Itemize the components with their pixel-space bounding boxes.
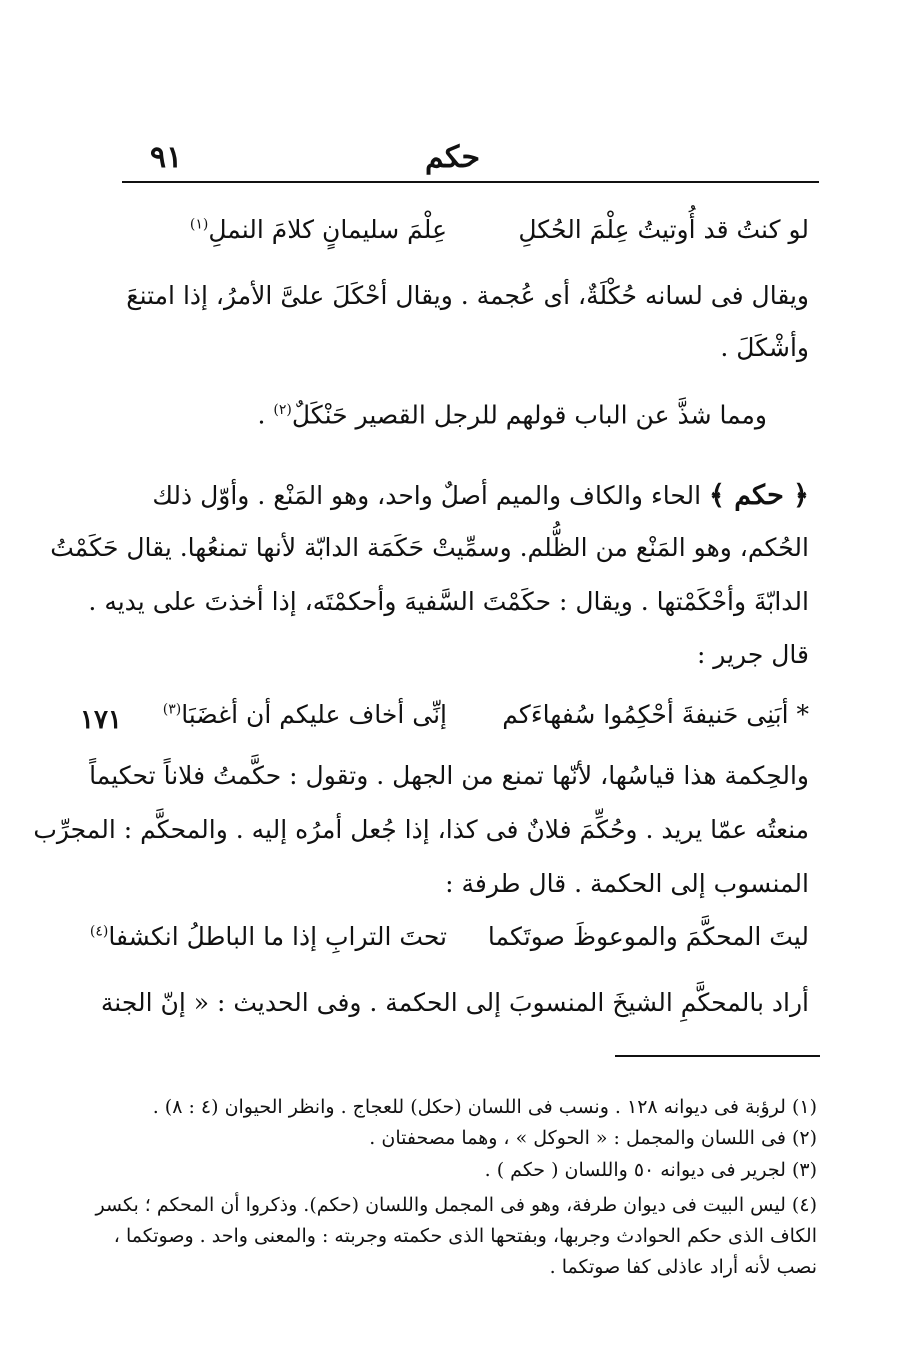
verse3-first-half: ليتَ المحكَّمَ والموعوظَ صوتَكما bbox=[487, 922, 809, 951]
footnote-ref-2: (٢) bbox=[273, 402, 292, 418]
footnote-4-line3: نصب لأنه أراد عاذلى كفا صوتكما . bbox=[549, 1256, 817, 1278]
header-rule bbox=[122, 181, 819, 183]
footnote-ref-1: (١) bbox=[189, 216, 209, 233]
footnote-ref-4: (٤) bbox=[89, 923, 109, 940]
footnote-1: (١) لرؤبة فى ديوانه ١٢٨ . ونسب فى اللسان (حكل) للعجاج . وانظر الحيوان (٤ : ٨) . bbox=[152, 1096, 817, 1118]
entry-line1: ﴿ حكم ﴾ الحاء والكاف والميم أصلٌ واحد، وهو المَنْع . وأوّل ذلك bbox=[152, 480, 809, 511]
para2-line1: ومما شذَّ عن الباب قولهم للرجل القصير حَنْكَلٌ$^{(٢)}$ . bbox=[257, 400, 767, 430]
footnote-4-line1: (٤) ليس البيت فى ديوان طرفة، وهو فى المجمل واللسان (حكم). وذكروا أن المحكم ؛ بكسر bbox=[95, 1194, 817, 1216]
margin-number: ١٧١ bbox=[80, 705, 122, 735]
entry-headword: ﴿ حكم ﴾ bbox=[708, 480, 809, 511]
footnote-ref-3: (٣) bbox=[162, 701, 182, 718]
para1-line1: ويقال فى لسانه حُكْلَةٌ، أى عُجمة . ويقال أحْكَلَ علىَّ الأمرُ، إذا امتنعَ bbox=[126, 281, 809, 310]
verse1-first-half: لو كنتُ قد أُوتيتُ عِلْمَ الحُكلِ bbox=[518, 215, 809, 244]
para4-line1: أراد بالمحكَّمِ الشيخَ المنسوبَ إلى الحكمة . وفى الحديث : « إنّ الجنة bbox=[100, 988, 809, 1017]
entry-line2: الحُكم، وهو المَنْع من الظُّلم. وسمِّيتْ حَكَمَة الدابّة لأنها تمنعُها. يقال حَكَمْتُ bbox=[50, 533, 809, 562]
footnote-rule bbox=[615, 1055, 820, 1057]
para3-line1: والحِكمة هذا قياسُها، لأنّها تمنع من الجهل . وتقول : حكَّمتُ فلاناً تحكيماً bbox=[89, 761, 809, 790]
verse2-second-half: إنِّى أخاف عليكم أن أغضَبَا$^{(٣)}$ bbox=[162, 700, 447, 729]
running-head-root: حكم bbox=[425, 140, 481, 175]
entry-line3: الدابّةَ وأحْكَمْتها . ويقال : حكَمْتَ السَّفيهَ وأحكمْتَه، إذا أخذتَ على يديه . bbox=[88, 587, 809, 616]
verse1-second-half: عِلْمَ سليمانٍ كلامَ النملِ$^{(١)}$ bbox=[189, 215, 447, 244]
entry-line4: قال جرير : bbox=[696, 640, 809, 669]
para3-line3: المنسوب إلى الحكمة . قال طرفة : bbox=[445, 869, 809, 898]
footnote-4-line2: الكاف الذى حكم الحوادث وجربها، وبفتحها الذى حكمته وجربته : والمعنى واحد . وصوتكما ، bbox=[113, 1225, 817, 1247]
page-number: ٩١ bbox=[150, 140, 183, 175]
verse3-second-half: تحتَ الترابِ إذا ما الباطلُ انكشفا$^{(٤)}$ bbox=[89, 922, 447, 951]
verse2-first-half: * أبَنِى حَنيفةَ أحْكِمُوا سُفهاءَكم bbox=[502, 700, 809, 729]
para3-line2: منعتُه عمّا يريد . وحُكِّمَ فلانٌ فى كذا، إذا جُعل أمرُه إليه . والمحكَّم : المجرِّب bbox=[33, 815, 809, 844]
para1-line2: وأشْكَلَ . bbox=[720, 333, 809, 362]
footnote-3: (٣) لجرير فى ديوانه ٥٠ واللسان ( حكم ) . bbox=[484, 1159, 817, 1181]
footnote-2: (٢) فى اللسان والمجمل : « الحوكل » ، وهما مصحفتان . bbox=[369, 1127, 817, 1149]
